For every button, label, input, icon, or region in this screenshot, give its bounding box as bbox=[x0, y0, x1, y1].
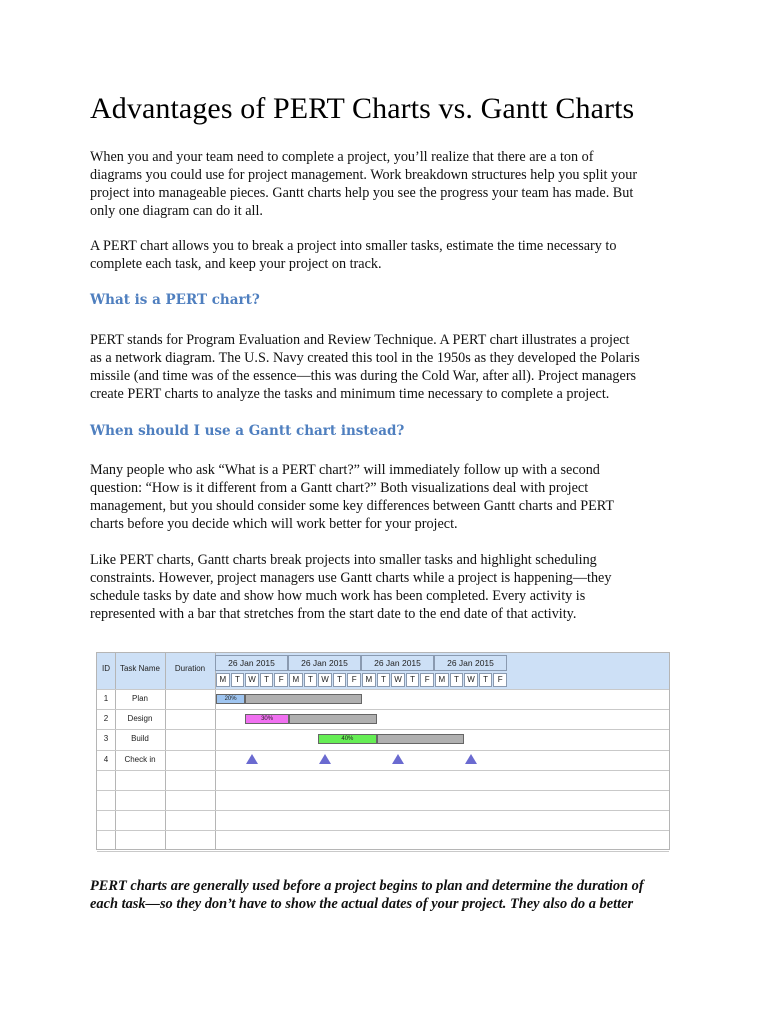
gantt-week-label: 26 Jan 2015 bbox=[215, 655, 288, 671]
gantt-row-task: Plan bbox=[131, 694, 148, 703]
text-line: only one diagram can do it all. bbox=[90, 203, 263, 219]
gantt-day-label: F bbox=[274, 673, 288, 687]
text-line: each task—so they don’t have to show the actual dates of your project. They also do a better bbox=[90, 896, 634, 912]
gantt-row-task: Build bbox=[131, 734, 149, 744]
gantt-week-label: 26 Jan 2015 bbox=[288, 655, 361, 671]
milestone-icon bbox=[392, 754, 404, 764]
gantt-week-label: 26 Jan 2015 bbox=[434, 655, 507, 671]
gantt-row-divider bbox=[97, 750, 669, 751]
gantt-day-label: F bbox=[493, 673, 507, 687]
gantt-day-label: W bbox=[318, 673, 332, 687]
gantt-day-label: M bbox=[435, 673, 449, 687]
gantt-row-divider bbox=[97, 830, 669, 831]
gantt-day-label: T bbox=[377, 673, 391, 687]
text-line: diagrams you could use for project management. Work breakdown structures help you split your bbox=[90, 167, 638, 183]
gantt-day-label: W bbox=[245, 673, 259, 687]
milestone-icon bbox=[246, 754, 258, 764]
gantt-bar-remaining bbox=[245, 694, 362, 704]
gantt-row-divider bbox=[97, 790, 669, 791]
text-line: as a network diagram. The U.S. Navy created this tool in the 1950s as they developed the Polaris bbox=[90, 350, 640, 366]
text-line: question: “How is it different from a Gantt chart?” Both visualizations deal with project bbox=[90, 480, 589, 496]
gantt-column-divider bbox=[165, 653, 166, 849]
intro-paragraph-1 bbox=[90, 148, 680, 220]
section-heading-pert: What is a PERT chart? bbox=[90, 292, 260, 308]
milestone-icon bbox=[319, 754, 331, 764]
section2-paragraph-2 bbox=[90, 551, 680, 623]
text-line: Many people who ask “What is a PERT chart?” will immediately follow up with a second bbox=[90, 462, 600, 478]
gantt-day-label: M bbox=[216, 673, 230, 687]
text-line: PERT charts are generally used before a project begins to plan and determine the duration of bbox=[90, 878, 644, 894]
gantt-day-label: T bbox=[231, 673, 245, 687]
gantt-row-divider bbox=[97, 770, 669, 771]
gantt-row-id: 2 bbox=[103, 714, 109, 724]
intro-paragraph-2 bbox=[90, 237, 680, 273]
section2-paragraph-1 bbox=[90, 461, 680, 533]
text-line: PERT stands for Program Evaluation and Review Technique. A PERT chart illustrates a project bbox=[90, 332, 630, 348]
gantt-week-label: 26 Jan 2015 bbox=[361, 655, 434, 671]
gantt-day-label: W bbox=[391, 673, 405, 687]
gantt-day-label: T bbox=[406, 673, 420, 687]
text-line: schedule tasks by date and show how much work has been completed. Every activity is bbox=[90, 588, 586, 604]
gantt-day-label: M bbox=[362, 673, 376, 687]
gantt-row-task: Design bbox=[127, 714, 153, 724]
gantt-header-task-name: Task Name bbox=[119, 664, 160, 673]
text-line: A PERT chart allows you to break a project into smaller tasks, estimate the time necessary to bbox=[90, 238, 617, 254]
gantt-bar-label: 20% bbox=[224, 696, 237, 702]
section1-paragraph bbox=[90, 331, 680, 403]
gantt-header-duration: Duration bbox=[174, 664, 206, 673]
text-line: complete each task, and keep your project on track. bbox=[90, 256, 382, 272]
text-line: management, but you should consider some key differences between Gantt charts and PERT bbox=[90, 498, 615, 514]
gantt-row-divider bbox=[97, 709, 669, 710]
gantt-bar-label: 40% bbox=[341, 736, 354, 743]
gantt-day-label: W bbox=[464, 673, 478, 687]
section-heading-gantt: When should I use a Gantt chart instead? bbox=[90, 423, 405, 439]
closing-paragraph bbox=[90, 877, 690, 913]
gantt-row-divider bbox=[97, 810, 669, 811]
gantt-day-label: F bbox=[420, 673, 434, 687]
gantt-row-id: 4 bbox=[103, 754, 109, 764]
gantt-bar-remaining bbox=[377, 734, 465, 744]
text-line: constraints. However, project managers use Gantt charts while a project is happening—they bbox=[90, 570, 612, 586]
gantt-column-divider bbox=[115, 653, 116, 849]
page-title: Advantages of PERT Charts vs. Gantt Charts bbox=[90, 92, 635, 125]
text-line: missile (and time was of the essence—this was during the Cold War, after all). Project managers bbox=[90, 368, 637, 384]
gantt-day-label: T bbox=[450, 673, 464, 687]
text-line: When you and your team need to complete a project, you’ll realize that there are a ton of bbox=[90, 149, 594, 165]
gantt-chart bbox=[96, 652, 670, 850]
gantt-day-label: T bbox=[304, 673, 318, 687]
text-line: Like PERT charts, Gantt charts break projects into smaller tasks and highlight scheduling bbox=[90, 552, 597, 568]
gantt-day-label: M bbox=[289, 673, 303, 687]
text-line: project into manageable pieces. Gantt charts help you see the progress your team has made. But bbox=[90, 185, 634, 201]
gantt-day-label: T bbox=[479, 673, 493, 687]
gantt-day-label: T bbox=[260, 673, 274, 687]
gantt-bar-label: 30% bbox=[261, 716, 274, 723]
gantt-row-task: Check in bbox=[124, 754, 156, 764]
gantt-bar-remaining bbox=[289, 714, 377, 724]
gantt-day-label: F bbox=[347, 673, 361, 687]
milestone-icon bbox=[465, 754, 477, 764]
gantt-day-label: T bbox=[333, 673, 347, 687]
gantt-row-id: 3 bbox=[103, 734, 109, 744]
text-line: charts before you decide which will work better for your project. bbox=[90, 516, 458, 532]
text-line: create PERT charts to analyze the tasks and minimum time necessary to complete a project. bbox=[90, 386, 610, 402]
gantt-row-divider bbox=[97, 851, 669, 852]
text-line: represented with a bar that stretches from the start date to the end date of that activity. bbox=[90, 606, 577, 622]
gantt-row-id: 1 bbox=[103, 694, 109, 703]
gantt-row-divider bbox=[97, 729, 669, 730]
gantt-row-divider bbox=[97, 689, 669, 690]
gantt-header-id: ID bbox=[102, 664, 110, 673]
